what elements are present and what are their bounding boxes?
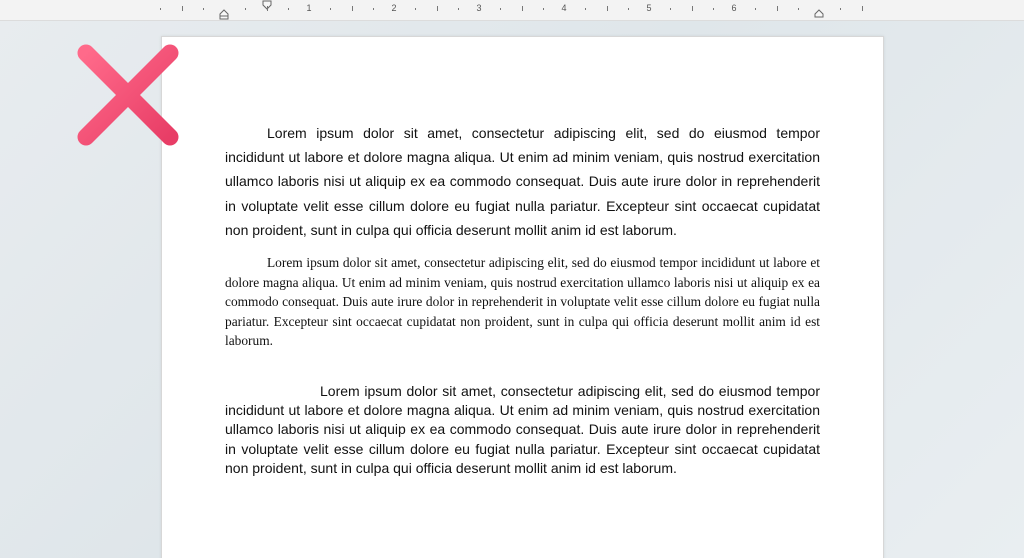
paragraph-sans-wide[interactable]: Lorem ipsum dolor sit amet, consectetur adipiscing elit, sed do eiusmod tempor incididunt ut labore et dolore magna aliqua. Ut enim ad minim veniam, quis nostrud exercitation ullamco laboris nisi ut aliquip ex ea commodo consequat. Duis aute irure dolor in reprehenderit in voluptate velit esse cillum dolore eu fugiat nulla pariatur. Excepteur sint occaecat cupidatat non proident, sunt in culpa qui officia deserunt mollit anim id est laborum.	[225, 125, 820, 238]
ruler-tick	[840, 8, 841, 10]
ruler-tick	[500, 8, 501, 10]
ruler-number: 1	[306, 3, 312, 13]
paragraph-sans-indented[interactable]: Lorem ipsum dolor sit amet, consectetur adipiscing elit, sed do eiusmod tempor incididunt ut labore et dolore magna aliqua. Ut enim ad minim veniam, quis nostrud exercitation ullamco laboris nisi ut aliquip ex ea commodo consequat. Duis aute irure dolor in reprehenderit in voluptate velit esse cillum dolore eu fugiat nulla pariatur. Excepteur sint occaecat cupidatat non proident, sunt in culpa qui officia deserunt mollit anim id est laborum.	[225, 383, 820, 476]
right-indent-marker[interactable]	[813, 7, 825, 19]
ruler-tick	[522, 6, 523, 11]
ruler-tick	[458, 8, 459, 10]
ruler-tick	[862, 6, 863, 11]
ruler-number: 4	[561, 3, 567, 13]
ruler-tick	[160, 8, 161, 10]
ruler-tick	[288, 8, 289, 10]
ruler-tick	[670, 8, 671, 10]
close-x-icon	[66, 35, 188, 157]
ruler-tick	[798, 8, 799, 10]
ruler-tick	[692, 6, 693, 11]
ruler-tick	[628, 8, 629, 10]
ruler-tick	[352, 6, 353, 11]
ruler-tick	[755, 8, 756, 10]
ruler-tick	[437, 6, 438, 11]
ruler-tick	[585, 8, 586, 10]
left-indent-marker[interactable]	[218, 8, 230, 20]
ruler-tick	[373, 8, 374, 10]
ruler-tick	[245, 8, 246, 10]
ruler-tick	[203, 8, 204, 10]
ruler-number: 2	[391, 3, 397, 13]
ruler-tick	[543, 8, 544, 10]
ruler-tick	[713, 8, 714, 10]
horizontal-ruler[interactable]	[0, 0, 1024, 21]
ruler-tick	[182, 6, 183, 11]
paragraph-serif[interactable]: Lorem ipsum dolor sit amet, consectetur adipiscing elit, sed do eiusmod tempor incididunt ut labore et dolore magna aliqua. Ut enim ad minim veniam, quis nostrud exercitation ullamco laboris nisi ut aliquip ex ea commodo consequat. Duis aute irure dolor in reprehenderit in voluptate velit esse cillum dolore eu fugiat nulla pariatur. Excepteur sint occaecat cupidatat non proident, sunt in culpa qui officia deserunt mollit anim id est laborum.	[225, 255, 820, 349]
ruler-number: 3	[476, 3, 482, 13]
ruler-tick	[330, 8, 331, 10]
ruler-tick	[415, 8, 416, 10]
ruler-number: 6	[731, 3, 737, 13]
ruler-tick	[607, 6, 608, 11]
document-page[interactable]	[161, 36, 884, 558]
ruler-tick	[267, 6, 268, 11]
ruler-number: 5	[646, 3, 652, 13]
ruler-tick	[777, 6, 778, 11]
